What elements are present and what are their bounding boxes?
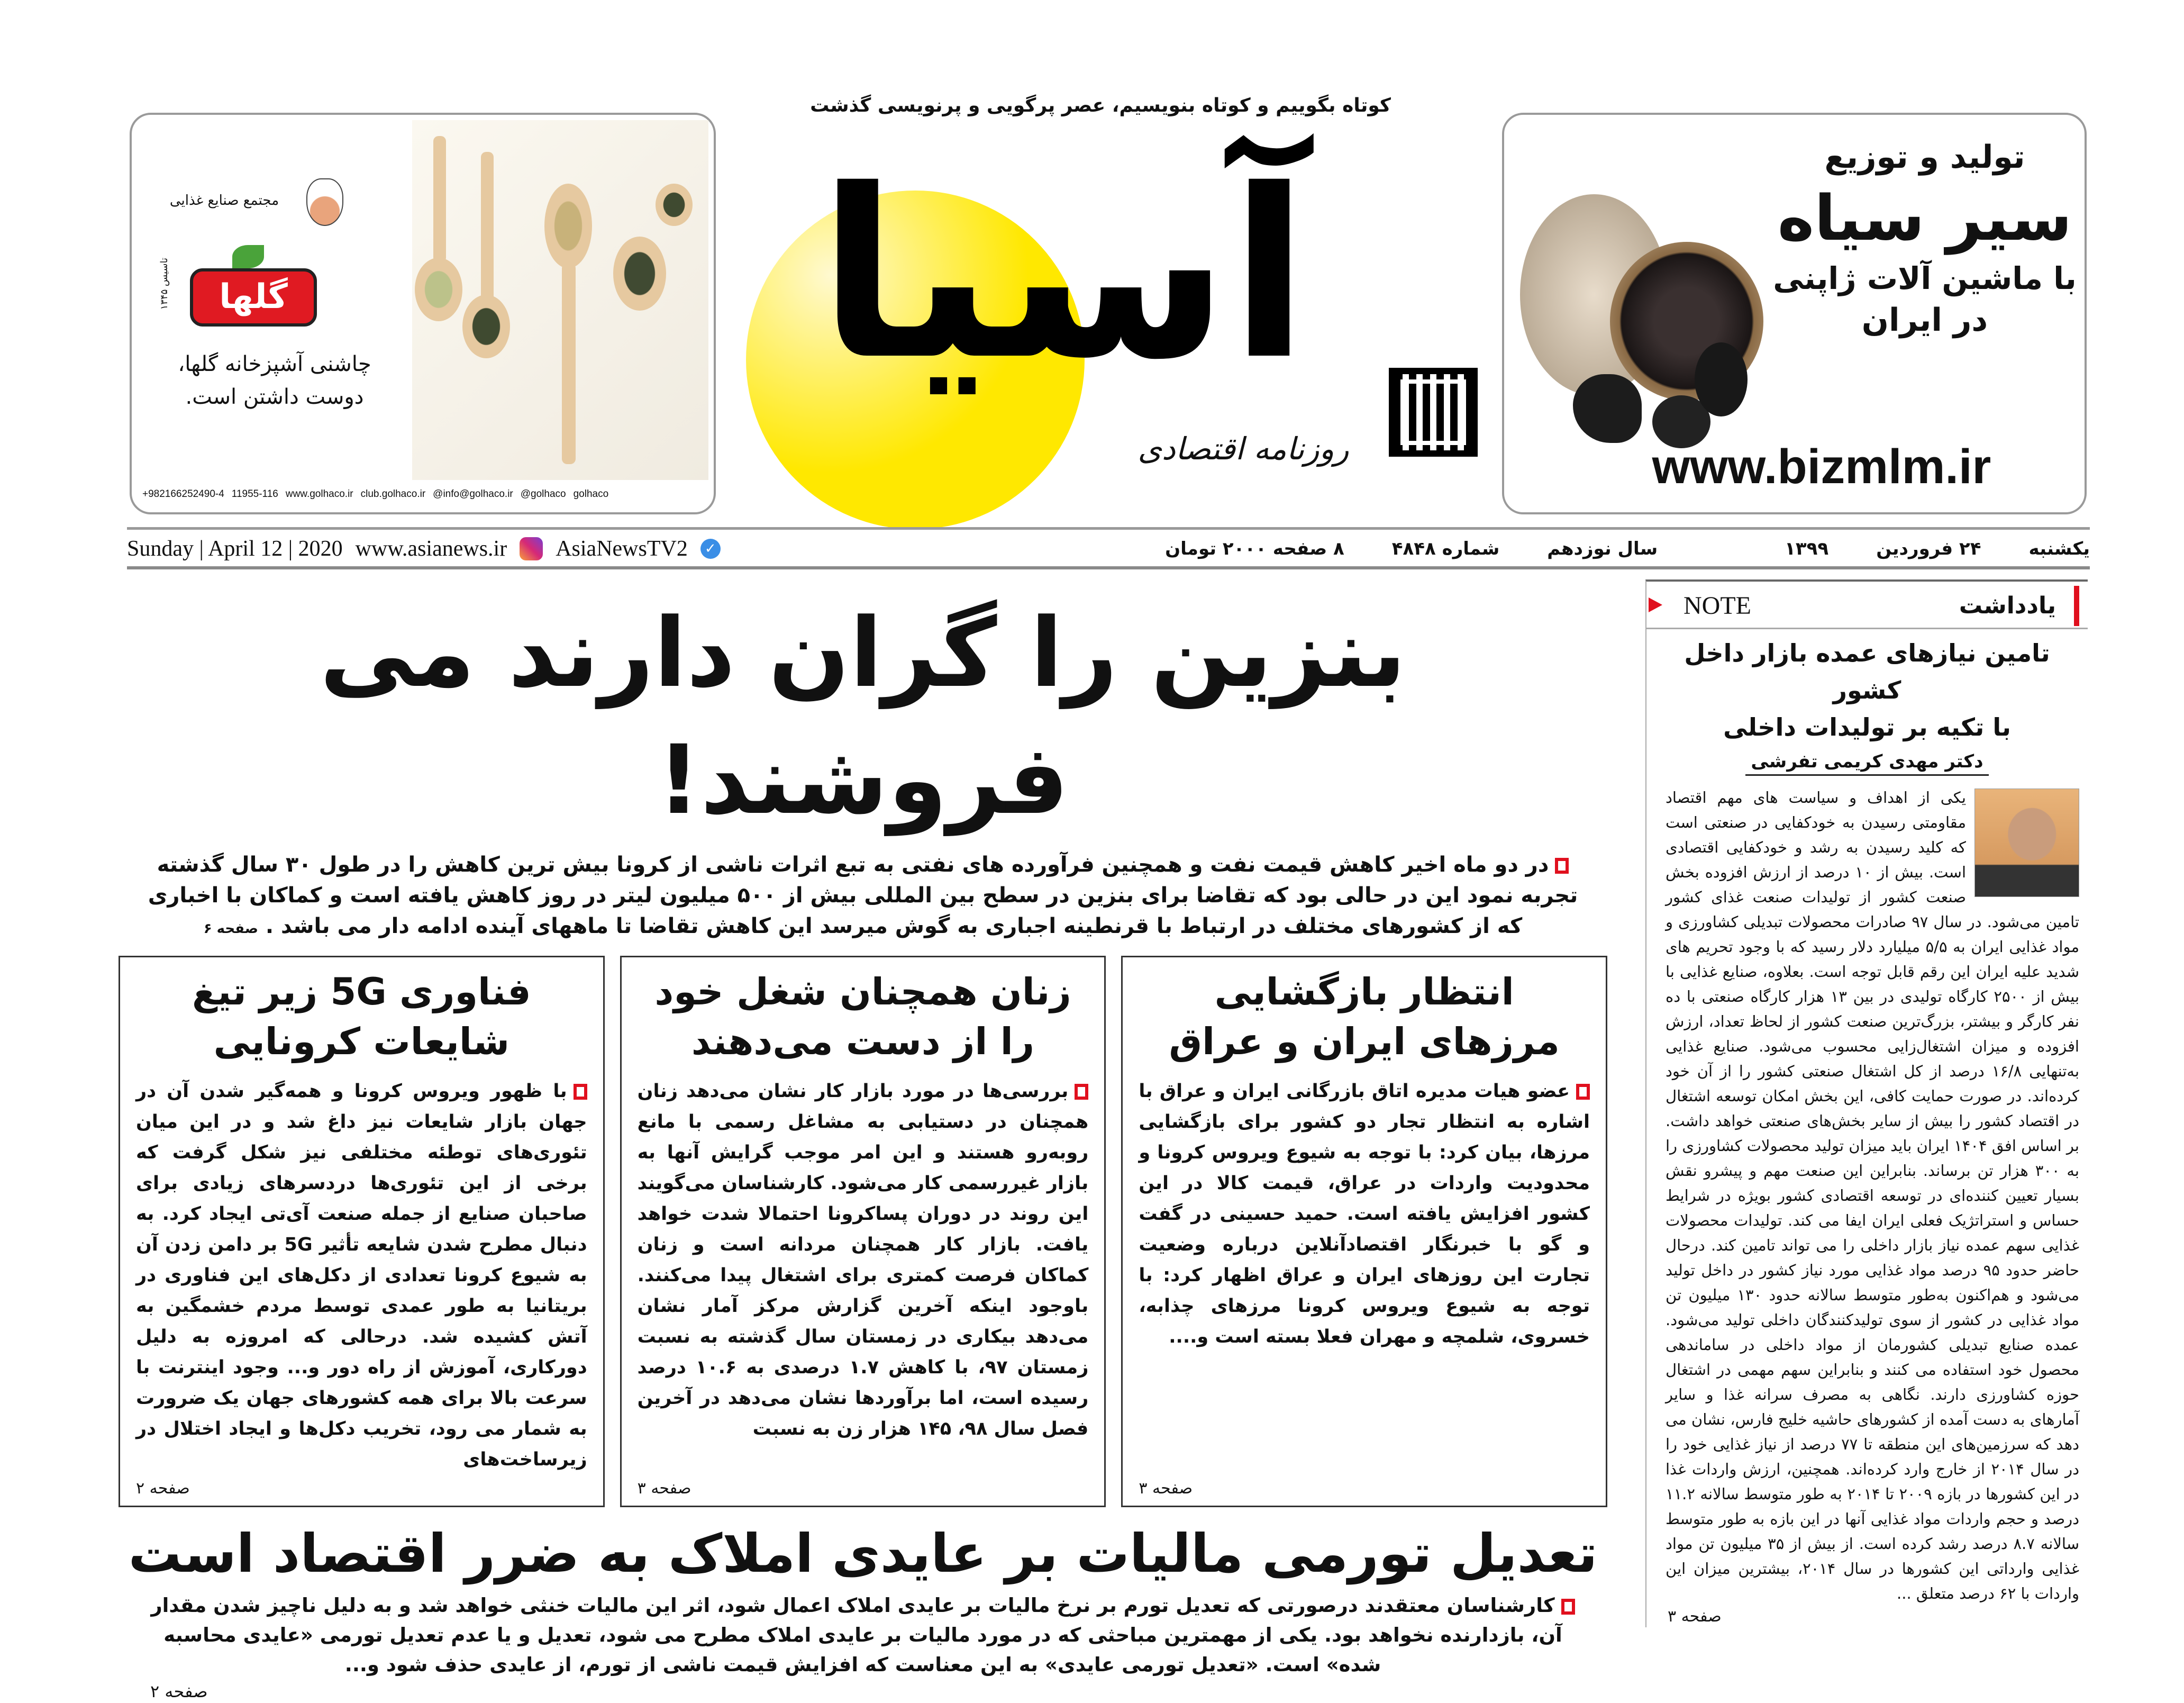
leaf-icon xyxy=(232,245,264,268)
founded: تاسیس ۱۳۴۵ xyxy=(159,258,170,310)
article-body: با ظهور ویروس کرونا و همه‌گیر شدن آن در جهان بازار شایعات نیز داغ شد و در این میان تئوری‌های توطئه مختلفی نیز شکل گرفت که برخی از این تئوری‌ها دردسرهای زیادی برای صاحبان صنایع از جمله صنعت آی‌تی ایجاد کرد. به دنبال مطرح شدن شایعه تأثیر 5G بر دامن زدن آن به شیوع کرونا تعدادی از دکل‌های این فناوری در بریتانیا به طور عمدی توسط مردم خشمگین به آتش کشیده شد. درحالی که امروزه به دلیل دورکاری، آموزش از راه دور و... وجود اینترنت با سرعت بالا برای همه کشورهای جهان یک ضرورت به شمار می رود، تخریب دکل‌ها و ایجاد اختلال در زیرساخت‌های xyxy=(135,1081,587,1470)
slogan: کوتاه بگوییم و کوتاه بنویسیم، عصر پرگویی و پرنویسی گذشت xyxy=(810,95,1391,116)
main-area xyxy=(119,579,1607,1703)
bottom-lead xyxy=(119,1591,1607,1680)
ad-line1: تولید و توزیع xyxy=(1824,139,2025,176)
logo-text: آسیا xyxy=(817,140,1309,411)
note-page[interactable]: صفحه ۳ xyxy=(1668,1607,1722,1626)
note-title-1[interactable]: تامین نیازهای عمده بازار داخل کشور xyxy=(1684,639,2050,704)
ad-black-garlic[interactable] xyxy=(1502,113,2087,514)
year-fa: ۱۳۹۹ xyxy=(1785,538,1829,559)
qr-code[interactable] xyxy=(1389,368,1478,457)
ad-contacts xyxy=(142,488,708,501)
info-bar xyxy=(127,533,2090,565)
instagram-icon xyxy=(520,537,543,560)
article-5g[interactable] xyxy=(119,956,605,1507)
chef-icon xyxy=(306,178,343,226)
article-women-jobs[interactable] xyxy=(620,956,1106,1507)
bottom-headline[interactable]: تعدیل تورمی مالیات بر عایدی املاک به ضرر اقتصاد است xyxy=(128,1523,1598,1584)
logo-subtitle: روزنامه اقتصادی xyxy=(1138,431,1349,467)
article-title[interactable]: زنان همچنان شغل خود را از دست می‌دهند xyxy=(654,970,1071,1063)
issue: شماره ۴۸۴۸ xyxy=(1391,538,1500,559)
note-header xyxy=(1646,585,2088,629)
telegram[interactable]: @golhaco xyxy=(520,488,566,500)
social-handle[interactable]: AsiaNewsTV2 xyxy=(556,537,688,561)
note-body xyxy=(1646,785,2088,1606)
page-ref[interactable]: صفحه ۳ xyxy=(1139,1479,1193,1498)
ad-group-name: مجتمع صنایع غذایی xyxy=(169,193,279,209)
day: یکشنبه xyxy=(2028,538,2090,559)
date-en: Sunday | April 12 | 2020 xyxy=(127,537,343,561)
logo xyxy=(741,132,1492,524)
bullet-square-icon xyxy=(574,1084,587,1100)
page-ref[interactable]: صفحه ۲ xyxy=(135,1479,190,1498)
ad-line3: با ماشین آلات ژاپنی xyxy=(1773,260,2077,296)
article-iraq-borders[interactable] xyxy=(1121,956,1607,1507)
phone: +982166252490-4 xyxy=(142,488,224,500)
info-bar-en xyxy=(127,535,721,563)
ad-line2: سیر سیاه xyxy=(1777,182,2072,255)
lead-text: در دو ماه اخیر کاهش قیمت نفت و همچنین فرآورده های نفتی به تبع اثرات ناشی از کرونا بیش ترین کاهش را در طول ۳۰ سال گذشته تجربه نمود این در حالی بود که تقاضا برای بنزین در سطح بین المللی بیش از ۵۰۰ میلیون لیتر در روز کاهش یافته است و کماکان با اخباری که از کشورهای مختلف در ارتباط با قرنطینه اجباری به گوش میرسد این کاهش تقاضا تا ماههای آینده ادامه دار می باشد . xyxy=(148,853,1578,938)
main-lead xyxy=(119,849,1607,944)
bottom-page[interactable]: صفحه ۲ xyxy=(150,1681,208,1701)
ad-golha[interactable] xyxy=(130,113,716,514)
page-ref[interactable]: صفحه ۳ xyxy=(637,1479,691,1498)
info-bar-fa xyxy=(1165,536,2090,562)
spices-spoons-image xyxy=(412,120,708,480)
ad-taglines xyxy=(142,348,407,413)
article-columns xyxy=(119,956,1607,1507)
note-column xyxy=(1645,579,2088,1627)
ad-text-block xyxy=(1769,136,2081,341)
arrow-icon xyxy=(1649,597,1662,612)
ad-line4: در ایران xyxy=(1861,302,1988,339)
note-author: دکتر مهدی کریمی تفرشی xyxy=(1745,749,1988,776)
email[interactable]: @info@golhaco.ir xyxy=(433,488,513,500)
website[interactable]: www.golhaco.ir xyxy=(285,488,353,500)
pages-price: ۸ صفحه ۲۰۰۰ تومان xyxy=(1165,538,1344,559)
note-red-bar xyxy=(2074,586,2079,626)
article-title[interactable]: انتظار بازگشایی مرزهای ایران و عراق xyxy=(1169,970,1560,1063)
article-body: عضو هیات مدیره اتاق بازرگانی ایران و عراق با اشاره به انتظار تجار دو کشور برای بازگشایی مرزها، بیان کرد: با توجه به شیوع ویروس کرونا و محدودیت واردات در عراق، قیمت کالا در این کشور افزایش یافته است. حمید حسینی در گفت و گو با خبرنگار اقتصادآنلاین درباره وضعیت تجارت این روزهای ایران و عراق اظهار کرد: با توجه به شیوع ویروس کرونا مرزهای چذابه، خسروی، شلمچه و مهران فعلا بسته است و.... xyxy=(1139,1081,1590,1347)
ad-tagline2: دوست داشتن است. xyxy=(185,385,364,409)
ad-url[interactable]: www.bizmlm.ir xyxy=(1652,440,1991,494)
bullet-square-icon xyxy=(1075,1084,1088,1100)
note-text: یکی از اهداف و سیاست های مهم اقتصاد مقاومتی رسیدن به خودکفایی در صنعتی است که کلید رسیدن به رشد و خودکفایی اقتصادی است. بیش از ۱۰ درصد از ارزش افزوده بخش صنعت کشور از تولیدات صنعت غذای کشور تامین می‌شود. در سال ۹۷ صادرات محصولات تبدیلی کشاورزی و مواد غذایی ایران به ۵/۵ میلیارد دلار رسید که با وجود تحریم های شدید علیه ایران این رقم قابل توجه است. بعلاوه، صنایع غذایی با بیش از ۲۵۰۰ کارگاه تولیدی در بین ۱۳ هزار کارگاه صنعتی با ده نفر کارگر و بیشتر، بزرگ‌ترین صنعت کشور از لحاظ تعداد، ارزش افزوده و میزان اشتغال‌زایی محسوب می‌شود. صنایع غذایی به‌تنهایی ۱۶/۸ درصد از کل اشتغال صنعتی کشور را از آن خود کرده‌اند. در صورت حمایت کافی، این بخش امکان توسعه اشتغال در اقتصاد کشور را بیش از سایر بخش‌های صنعتی خواهد داشت. بر اساس افق ۱۴۰۴ ایران باید میزان تولید محصولات کشاورزی را به ۳۰۰ هزار تن برساند. بنابراین این صنعت مهم و پیشرو نقش بسیار تعیین کننده‌ای در توسعه اقتصادی کشور بویژه در شرایط حساس و استراتژیک فعلی ایران ایفا می کند. تولیدات محصولات غذایی سهم عمده نیاز بازار داخلی را می تواند تامین کند. درحال حاضر حدود ۹۵ درصد مواد غذایی مورد نیاز کشور در داخل تولید می‌شود و هم‌اکنون به‌طور متوسط سالانه حدود ۱۳۰ میلیون تن مواد غذایی در کشور از سوی تولیدکنندگان داخلی تولید می‌شود. عمده صنایع تبدیلی کشورمان از مواد داخلی در ساماندهی محصول خود استفاده می کنند و بنابراین سهم مهمی در اشتغال حوزه کشاورزی دارند. نگاهی به مصرف سرانه غذا و سایر آمارهای به دست آمده از کشورهای حاشیه خلیج فارس، نشان می دهد که سرزمین‌های این منطقه تا ۷۷ درصد از نیاز غذایی خود را در سال ۲۰۱۴ از خارج وارد کرده‌اند. همچنین، ارزش واردات غذا در این کشورها در بازه ۲۰۰۹ تا ۲۰۱۴ به طور متوسط سالانه ۱۱.۲ درصد و حجم واردات مواد غذایی آنها در این بازه به طور متوسط سالانه ۸.۷ درصد رشد کرده است. از بیش از ۳۵ میلیون تن مواد غذایی وارداتی این کشورها در سال ۲۰۱۴، بیشترین میزان این واردات با ۶۲ درصد متعلق ... xyxy=(1666,789,2080,1602)
article-title[interactable]: فناوری 5G زیر تیغ شایعات کرونایی xyxy=(192,970,531,1063)
verified-icon: ✓ xyxy=(700,539,721,559)
pobox: 11955-116 xyxy=(231,488,278,500)
bottom-lead-text: کارشناسان معتقدند درصورتی که تعدیل تورم بر نرخ مالیات بر عایدی املاک اعمال شود، اثر این مالیات خنثی خواهد شد و به دلیل ناچیز شدن مقدار آن، بازدارنده نخواهد بود. یکی از مهمترین مباحثی که در مورد مالیات بر عایدی املاک مطرح می شود، تعدیل و یا عدم تعدیل تورمی «عایدی محاسبه شده» است. «تعدیل تورمی عایدی» به این معناست که افزایش قیمت ناشی از تورم، از عایدی حذف شود و... xyxy=(151,1594,1562,1676)
author-photo xyxy=(1974,789,2079,897)
date-fa: ۲۴ فروردین xyxy=(1876,538,1981,559)
bullet-square-icon xyxy=(1576,1084,1590,1100)
garlic-image xyxy=(1520,152,1769,448)
note-label-fa: یادداشت xyxy=(1959,592,2056,619)
volume: سال نوزدهم xyxy=(1547,538,1658,559)
main-headline[interactable]: بنزین را گران دارند می فروشند! xyxy=(320,598,1406,836)
note-title-2[interactable]: با تکیه بر تولیدات داخلی xyxy=(1723,713,2011,741)
article-body: بررسی‌ها در مورد بازار کار نشان می‌دهد زنان همچنان در دستیابی به مشاغل رسمی با مانع روبه‌رو هستند و این امر موجب گرایش آنها به بازار غیررسمی کار می‌شود. کارشناسان می‌گویند این روند در دوران پساکرونا احتمالا شدت خواهد یافت. بازار کار همچنان مردانه است و زنان کماکان فرصت کمتری برای اشتغال پیدا می‌کنند. باوجود اینکه آخرین گزارش مرکز آمار نشان می‌دهد بیکاری در زمستان سال گذشته به نسبت زمستان ۹۷، با کاهش ۱.۷ درصدی به ۱۰.۶ درصد رسیده است، اما برآوردها نشان می‌دهد در آخرین فصل سال ۹۸، ۱۴۵ هزار زن به نسبت xyxy=(637,1081,1089,1439)
bullet-square-icon xyxy=(1561,1599,1575,1615)
instagram[interactable]: golhaco xyxy=(573,488,609,500)
ad-tagline1: چاشنی آشپزخانه گلها، xyxy=(178,352,371,376)
golha-logo xyxy=(190,268,317,327)
bullet-square-icon xyxy=(1555,858,1569,874)
note-label-en: NOTE xyxy=(1684,592,1751,620)
club[interactable]: club.golhaco.ir xyxy=(360,488,426,500)
lead-page[interactable]: صفحه ۶ xyxy=(203,921,258,937)
brand-text: گلها xyxy=(219,277,288,316)
website[interactable]: www.asianews.ir xyxy=(355,537,507,561)
